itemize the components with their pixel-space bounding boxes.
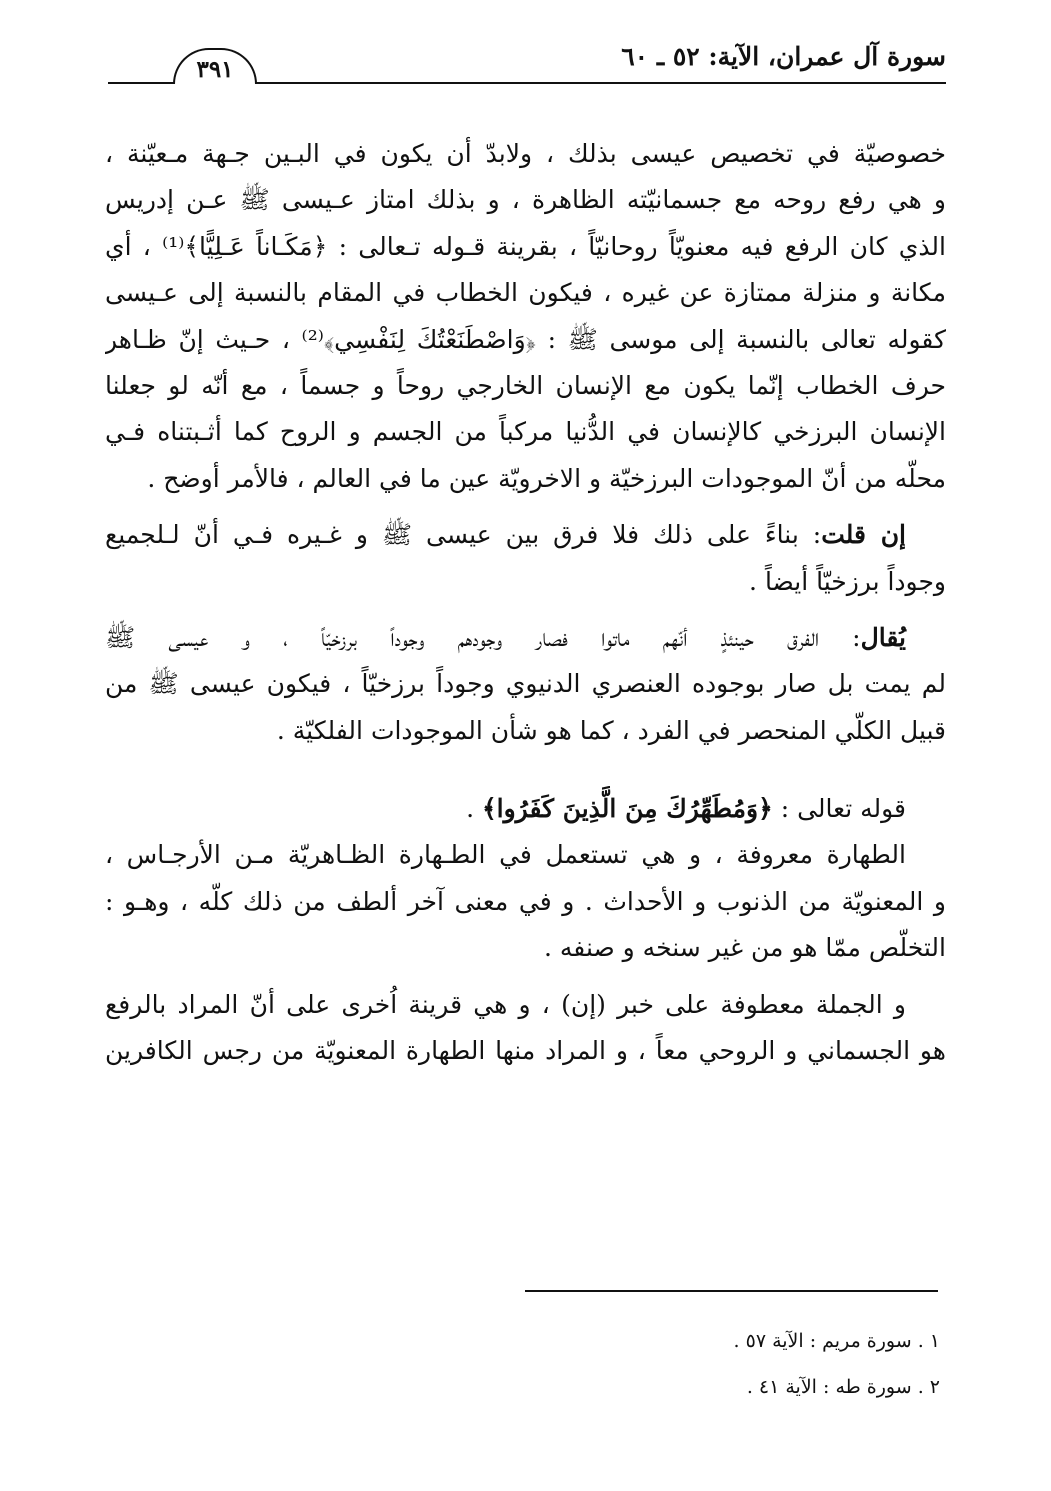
verse-prefix: قوله تعالى : (772, 794, 906, 824)
answer-lead: يُقال (860, 622, 906, 652)
verse-quote: ﴿وَمُطَهِّرُكَ مِنَ الَّذِينَ كَفَرُوا﴾ (481, 794, 773, 824)
footnote-divider (525, 1290, 938, 1292)
footnote-2: ٢ . سورة طه : الآية ٤١ . (746, 1376, 940, 1398)
text-line: الذي كان الرفع فيه معنويّاً روحانيّاً ، بقرينة قـوله تـعالى : ﴿مَكَـاناً عَـلِيًّا﴾⁽¹⁾ ، أي (105, 231, 946, 261)
text-line: الطهارة معروفة ، و هي تستعمل في الطـهارة الظـاهريّة مـن الأرجـاس ، (105, 840, 906, 870)
answer-text: : الفرق حينئذٍ أنّهم ماتوا فصار وجودهم وجوداً برزخيّاً ، و عيسى ﷺ (105, 622, 861, 652)
footnotes (500, 1318, 940, 1410)
answer-first-line (105, 615, 946, 661)
text-line: لم يمت بل صار بوجوده العنصري الدنيوي وجوداً برزخيّاً ، فيكون عيسى ﷺ من (105, 669, 946, 699)
text-line: هو الجسماني و الروحي معاً ، و المراد منها الطهارة المعنويّة من رجس الكافرين (105, 1036, 946, 1066)
question-first-line (105, 512, 946, 558)
text-line: و الجملة معطوفة على خبر (إن) ، و هي قرينة اُخرى على أنّ المراد بالرفع (105, 989, 906, 1019)
running-header-title: سورة آل عمران، الآية: ٥٢ ـ ٦٠ (621, 42, 946, 71)
text-line: كقوله تعالى بالنسبة إلى موسى ﷺ : ﴿وَاصْطَنَعْتُكَ لِنَفْسِي﴾⁽²⁾ ، حـيث إنّ ظـاهر (105, 324, 946, 354)
text-line: قبيل الكلّي المنحصر في الفرد ، كما هو شأن الموجودات الفلكيّة . (276, 715, 946, 745)
page-header (108, 38, 946, 88)
verse-heading (105, 786, 946, 832)
verse-suffix: . (466, 794, 482, 824)
text-line: و هي رفع روحه مع جسمانيّته الظاهرة ، و بذلك امتاز عـيسى ﷺ عـن إدريس (105, 185, 946, 215)
text-line: مكانة و منزلة ممتازة عن غيره ، فيكون الخطاب في المقام بالنسبة إلى عـيسى (105, 278, 946, 308)
main-text (105, 131, 946, 1074)
question-lead: إن قلت (821, 520, 907, 550)
text-line: حرف الخطاب إنّما يكون مع الإنسان الخارجي روحاً و جسماً ، مع أنّه لو جعلنا (105, 370, 946, 400)
text-line: وجوداً برزخيّاً أيضاً . (749, 566, 946, 596)
question-text: : بناءً على ذلك فلا فرق بين عيسى ﷺ و غـيره فـي أنّ لـلجميع (105, 520, 822, 550)
text-line: و المعنويّة من الذنوب و الأحداث . و في معنى آخر ألطف من ذلك كلّه ، وهـو : (105, 886, 946, 916)
text-line: محلّه من أنّ الموجودات البرزخيّة و الاخرويّة عين ما في العالم ، فالأمر أوضح . (147, 463, 946, 493)
footnote-1: ١ . سورة مريم : الآية ٥٧ . (733, 1330, 940, 1352)
text-line: الإنسان البرزخي كالإنسان في الدُّنيا مركباً من الجسم و الروح كما أثـبتناه فـي (105, 417, 946, 447)
text-line: التخلّص ممّا هو من غير سنخه و صنفه . (544, 933, 946, 963)
page-number: ٣٩١ (173, 48, 257, 84)
text-line: خصوصيّة في تخصيص عيسى بذلك ، ولابدّ أن يكون في البـين جـهة مـعيّنة ، (105, 139, 946, 168)
